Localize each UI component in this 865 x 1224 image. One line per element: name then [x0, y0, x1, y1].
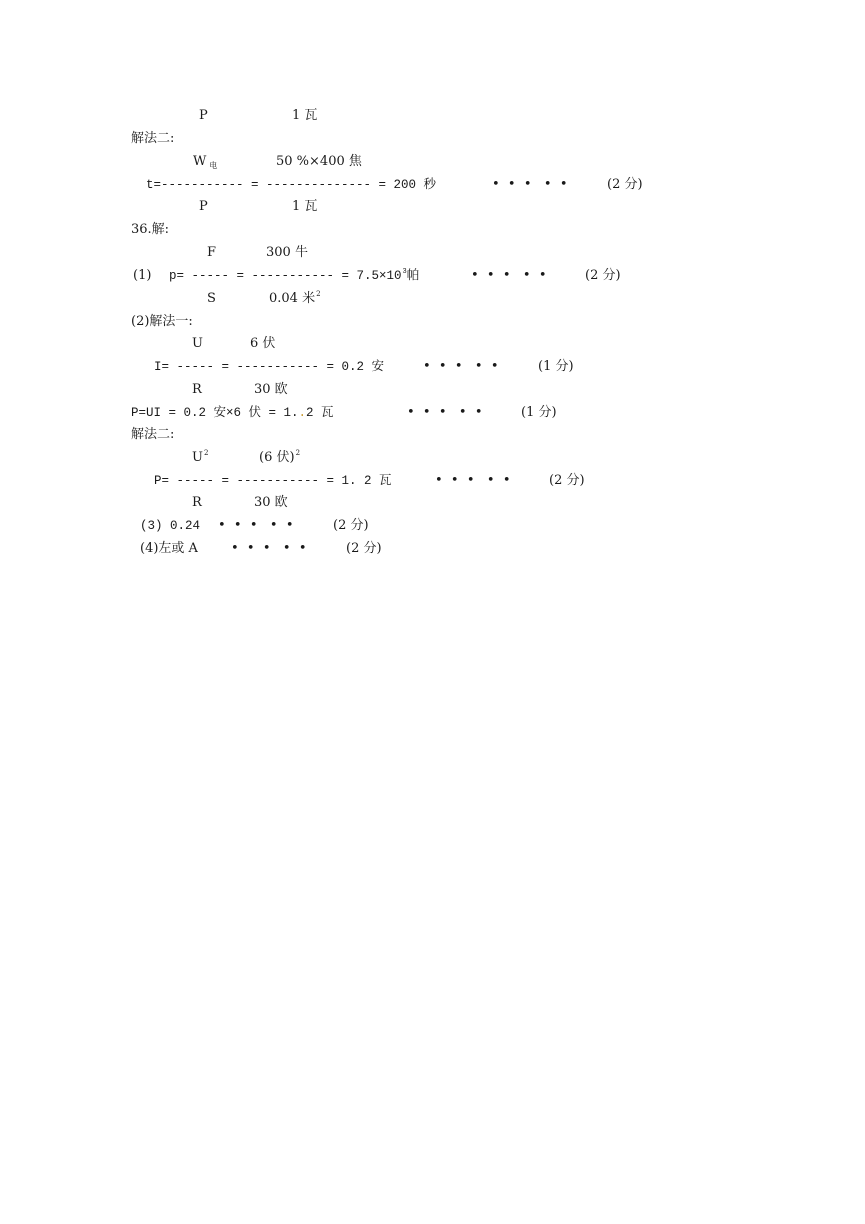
pressure-equation: [169, 268, 419, 286]
fraction-numerator-u-squared: [192, 450, 208, 467]
score-label: (2 分): [333, 518, 369, 533]
current-equation: I= ----- = ----------- = 0.2 安: [154, 360, 385, 374]
score-dots: • • • • •: [492, 177, 568, 192]
score-dots: • • • • •: [231, 541, 307, 556]
score-dots: • • • • •: [218, 518, 294, 533]
fraction-denominator-r: R: [192, 382, 202, 397]
fraction-denominator-r: R: [192, 495, 202, 510]
score-dots: • • • • •: [471, 268, 547, 283]
time-equation: t=----------- = -------------- = 200 秒: [146, 178, 437, 192]
fraction-denominator-p: P: [199, 108, 208, 123]
fraction-denominator-s: S: [207, 291, 216, 306]
part-label: (1): [133, 268, 152, 283]
fraction-denominator-value: 1 瓦: [292, 108, 318, 123]
score-label: (1 分): [538, 359, 574, 374]
u-symbol: U: [192, 450, 203, 465]
power-equation-alt: P= ----- = ----------- = 1. 2 瓦: [154, 474, 392, 488]
score-label: (2 分): [346, 541, 382, 556]
score-dots: • • • • •: [423, 359, 499, 374]
score-label: (2 分): [549, 473, 585, 488]
method-heading: 解法二:: [131, 427, 175, 442]
pressure-equation-text: p= ----- = ----------- = 7.5×10: [169, 269, 402, 283]
fraction-denominator-value: 30 欧: [254, 495, 288, 510]
highlight-mark: .: [298, 406, 307, 420]
fraction-numerator-value: 300 牛: [266, 245, 308, 260]
power-equation-text: P=UI = 0.2 安×6 伏 = 1.: [131, 406, 299, 420]
score-label: (1 分): [521, 405, 557, 420]
fraction-numerator-value: [259, 450, 300, 467]
area-value: 0.04 米: [269, 291, 316, 306]
fraction-denominator-value: [269, 291, 321, 308]
w-subscript: 电: [209, 161, 218, 170]
fraction-numerator-w: [193, 154, 217, 171]
fraction-denominator-value: 1 瓦: [292, 199, 318, 214]
exponent: 3: [402, 268, 407, 276]
part-3-answer: (3) 0.24: [140, 519, 201, 533]
fraction-numerator-value: 6 伏: [250, 336, 276, 351]
score-label: (2 分): [607, 177, 643, 192]
power-equation-result: 2 瓦: [306, 406, 334, 420]
exponent: 2: [203, 449, 209, 457]
voltage-value: (6 伏): [259, 450, 295, 465]
fraction-numerator-value: 50 %×400 焦: [276, 154, 362, 169]
w-symbol: W: [193, 154, 207, 169]
part-4-answer: (4)左或 A: [140, 541, 198, 556]
score-dots: • • • • •: [435, 473, 511, 488]
score-label: (2 分): [585, 268, 621, 283]
fraction-denominator-p: P: [199, 199, 208, 214]
exponent: 2: [316, 290, 321, 298]
method-heading: 解法二:: [131, 131, 175, 146]
fraction-numerator-f: F: [207, 245, 217, 260]
method-heading: (2)解法一:: [131, 314, 193, 329]
fraction-numerator-u: U: [192, 336, 203, 351]
pressure-unit: 帕: [406, 269, 420, 283]
question-number: 36.解:: [131, 222, 170, 237]
exponent: 2: [295, 449, 301, 457]
power-equation: [131, 405, 334, 421]
fraction-denominator-value: 30 欧: [254, 382, 288, 397]
score-dots: • • • • •: [407, 405, 483, 420]
